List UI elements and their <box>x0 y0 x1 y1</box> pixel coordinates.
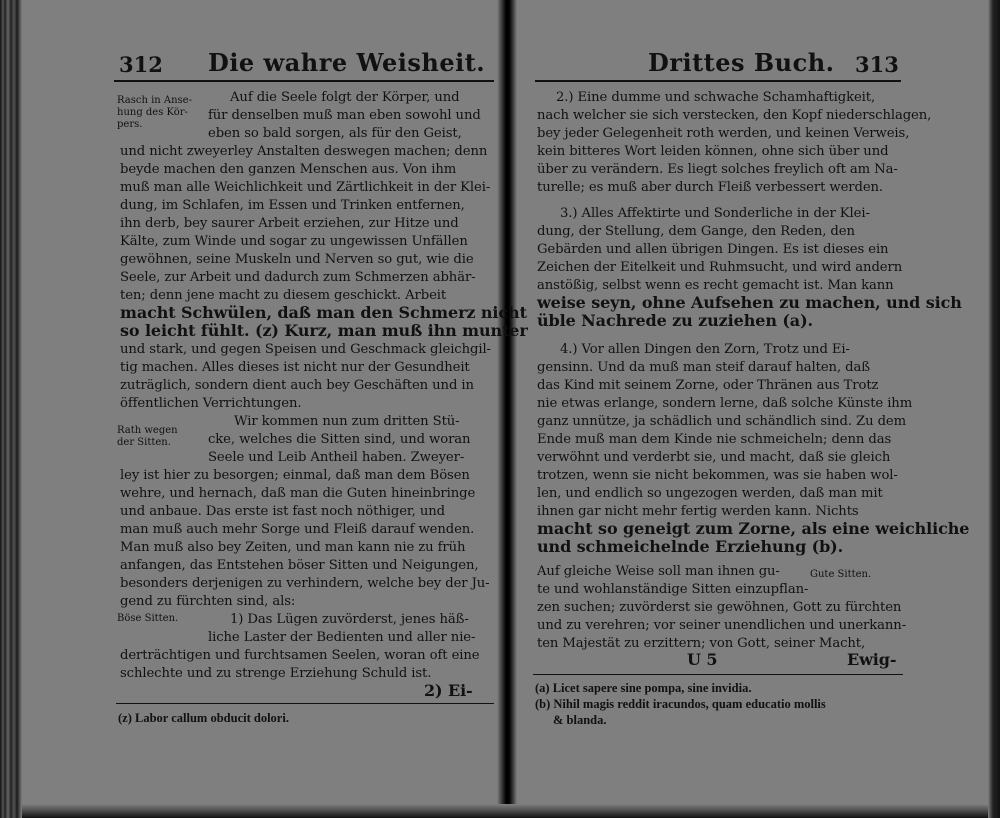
text-line: für denselben muß man eben sowohl und <box>208 108 481 123</box>
text-line: schlechte und zu strenge Erziehung Schuld ist. <box>120 666 432 681</box>
text-line: ihn derb, bey saurer Arbeit erziehen, zur Hitze und <box>120 216 459 231</box>
text-line: ihnen gar nicht mehr fertig werden kann. Nichts <box>537 504 859 519</box>
left-page <box>22 0 528 818</box>
footnote-rule <box>533 674 903 675</box>
footnote: & blanda. <box>553 713 607 727</box>
text-line: und anbaue. Das erste ist fast noch nöthiger, und <box>120 504 445 519</box>
text-line: und zu verehren; vor seiner unendlichen und unerkann- <box>537 618 907 633</box>
text-line: cke, welches die Sitten sind, und woran <box>208 432 471 447</box>
catchword: Ewig- <box>847 650 897 669</box>
text-line: bey jeder Gelegenheit roth werden, und keinen Verweis, <box>537 126 910 141</box>
text-line: besonders derjenigen zu verhindern, welche bey der Ju- <box>120 576 490 591</box>
margin-note: Gute Sitten. <box>810 569 872 580</box>
right-page <box>517 0 988 818</box>
text-line: dung, der Stellung, dem Gange, den Reden, den <box>537 224 855 239</box>
text-line: man muß auch mehr Sorge und Fleiß darauf wenden. <box>120 522 475 537</box>
text-line: gensinn. Und da muß man steif darauf halten, daß <box>537 360 870 375</box>
text-line: dung, im Schlafen, im Essen und Trinken entfernen, <box>120 198 465 213</box>
text-line: beyde machen den ganzen Menschen aus. Von ihm <box>120 162 457 177</box>
text-line: 2.) Eine dumme und schwache Schamhaftigkeit, <box>556 90 876 105</box>
margin-note: Rath wegen der Sitten. <box>117 425 178 448</box>
text-line: Wir kommen nun zum dritten Stü- <box>234 414 460 429</box>
footnote: (b) Nihil magis reddit iracundos, quam educatio mollis <box>535 697 826 711</box>
text-line: Auf die Seele folgt der Körper, und <box>230 90 460 105</box>
text-line: muß man alle Weichlichkeit und Zärtlichkeit in der Klei- <box>120 180 491 195</box>
text-line: das Kind mit seinem Zorne, oder Thränen aus Trotz <box>537 378 879 393</box>
text-line: nach welcher sie sich verstecken, den Kopf niederschlagen, <box>537 108 932 123</box>
footnote: (a) Licet sapere sine pompa, sine invidia. <box>535 681 752 695</box>
text-line: und schmeichelnde Erziehung (b). <box>537 537 844 556</box>
text-line: liche Laster der Bedienten und aller nie- <box>208 630 476 645</box>
text-line: kein bitteres Wort leiden können, ohne sich über und <box>537 144 889 159</box>
margin-note: Rasch in Anse- hung des Kör- pers. <box>117 95 192 130</box>
text-line: so leicht fühlt. (z) Kurz, man muß ihn munter <box>120 321 528 340</box>
text-line: Seele und Leib Antheil haben. Zweyer- <box>208 450 465 465</box>
header-rule <box>114 80 494 82</box>
text-line: trotzen, wenn sie nicht bekommen, was sie haben wol- <box>537 468 898 483</box>
text-line: 3.) Alles Affektirte und Sonderliche in der Klei- <box>560 206 870 221</box>
text-line: derträchtigen und furchtsamen Seelen, woran oft eine <box>120 648 480 663</box>
text-line: Kälte, zum Winde und sogar zu ungewissen Unfällen <box>120 234 468 249</box>
text-line: te und wohlanständige Sitten einzupflan- <box>537 582 809 597</box>
text-line: Ende muß man dem Kinde nie schmeicheln; denn das <box>537 432 892 447</box>
page-number: 313 <box>855 52 899 77</box>
text-line: 4.) Vor allen Dingen den Zorn, Trotz und Ei- <box>560 342 850 357</box>
text-line: nie etwas erlange, sondern lerne, daß solche Künste ihm <box>537 396 913 411</box>
page-number: 312 <box>119 52 163 77</box>
text-line: macht so geneigt zum Zorne, als eine weichliche <box>537 519 970 538</box>
text-line: öffentlichen Verrichtungen. <box>120 396 302 411</box>
footnote-rule <box>116 703 494 704</box>
text-line: verwöhnt und verderbt sie, und macht, daß sie gleich <box>537 450 891 465</box>
text-line: und nicht zweyerley Anstalten deswegen machen; denn <box>120 144 488 159</box>
text-line: zuträglich, sondern dient auch bey Geschäften und in <box>120 378 474 393</box>
text-line: gend zu fürchten sind, als: <box>120 594 296 609</box>
text-line: anfangen, das Entstehen böser Sitten und Neigungen, <box>120 558 479 573</box>
text-line: Seele, zur Arbeit und dadurch zum Schmerzen abhär- <box>120 270 476 285</box>
text-line: üble Nachrede zu zuziehen (a). <box>537 311 814 330</box>
book-gutter <box>497 0 517 818</box>
running-head: Drittes Buch. <box>648 48 835 77</box>
header-rule <box>535 80 901 82</box>
text-line: tig machen. Alles dieses ist nicht nur der Gesundheit <box>120 360 470 375</box>
text-line: len, und endlich so ungezogen werden, daß man mit <box>537 486 883 501</box>
text-line: eben so bald sorgen, als für den Geist, <box>208 126 462 141</box>
text-line: und stark, und gegen Speisen und Geschmack gleichgil- <box>120 342 491 357</box>
margin-note: Böse Sitten. <box>117 613 179 624</box>
text-line: Zeichen der Eitelkeit und Ruhmsucht, und wird andern <box>537 260 903 275</box>
text-line: gewöhnen, seine Muskeln und Nerven so gut, wie die <box>120 252 474 267</box>
text-line: über zu verändern. Es liegt solches freylich oft am Na- <box>537 162 898 177</box>
text-line: ten; denn jene macht zu diesem geschickt. Arbeit <box>120 288 447 303</box>
text-line: anstößig, selbst wenn es recht gemacht ist. Man kann <box>537 278 894 293</box>
signature-mark: U 5 <box>687 650 718 669</box>
text-line: Gebärden und allen übrigen Dingen. Es ist dieses ein <box>537 242 889 257</box>
text-line: zen suchen; zuvörderst sie gewöhnen, Gott zu fürchten <box>537 600 902 615</box>
text-line: ley ist hier zu besorgen; einmal, daß man dem Bösen <box>120 468 470 483</box>
footnote: (z) Labor callum obducit dolori. <box>118 711 289 725</box>
text-line: 1) Das Lügen zuvörderst, jenes häß- <box>230 612 469 627</box>
text-line: turelle; es muß aber durch Fleiß verbessert werden. <box>537 180 884 195</box>
text-line: macht Schwülen, daß man den Schmerz nicht <box>120 303 527 322</box>
text-line: wehre, und hernach, daß man die Guten hineinbringe <box>120 486 476 501</box>
text-line: Man muß also bey Zeiten, und man kann nie zu früh <box>120 540 466 555</box>
catchword: 2) Ei- <box>424 681 473 700</box>
text-line: ten Majestät zu erzittern; von Gott, seiner Macht, <box>537 636 866 651</box>
book-binding-shadow <box>0 0 22 818</box>
text-line: Auf gleiche Weise soll man ihnen gu- <box>537 564 780 579</box>
text-line: ganz unnütze, ja schädlich und schändlich sind. Zu dem <box>537 414 907 429</box>
page-edge-shadow <box>988 0 1000 818</box>
text-line: weise seyn, ohne Aufsehen zu machen, und sich <box>537 293 962 312</box>
running-head: Die wahre Weisheit. <box>208 48 486 77</box>
